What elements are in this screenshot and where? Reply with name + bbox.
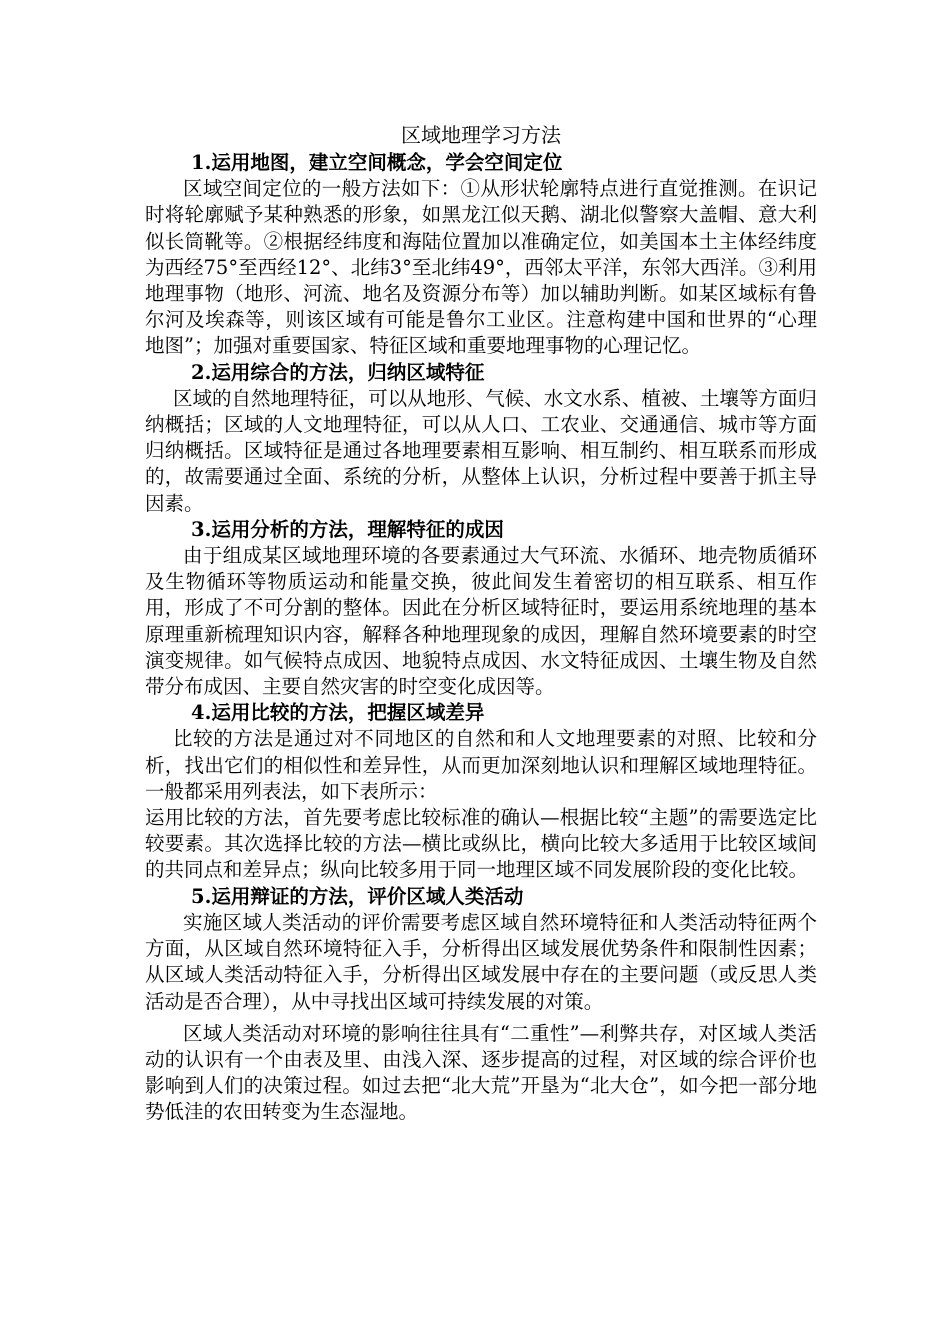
paragraph: 实施区域人类活动的评价需要考虑区域自然环境特征和人类活动特征两个方面，从区域自然环境特征入手，分析得出区域发展优势条件和限制性因素；从区域人类活动特征入手，分析得出区域发展中存在的主要问题（或反思人类活动是否合理），从中寻找出区域可持续发展的对策。 (145, 910, 817, 1013)
section-3 (145, 517, 817, 700)
section-heading: 3.运用分析的方法，理解特征的成因 (191, 517, 504, 541)
section-heading: 2.运用综合的方法，归纳区域特征 (191, 360, 485, 384)
paragraph: 运用比较的方法，首先要考虑比较标准的确认—根据比较“主题”的需要选定比较要素。其次选择比较的方法—横比或纵比，横向比较大多适用于比较区域间的共同点和差异点；纵向比较多用于同一地理区域不同发展阶段的变化比较。 (145, 806, 817, 882)
section-2 (145, 360, 817, 517)
paragraph: 比较的方法是通过对不同地区的自然和和人文地理要素的对照、比较和分析，找出它们的相似性和差异性，从而更加深刻地认识和理解区域地理特征。一般都采用列表法，如下表所示： (145, 727, 817, 803)
paragraph: 区域人类活动对环境的影响往往具有“二重性”—利弊共存，对区域人类活动的认识有一个由表及里、由浅入深、逐步提高的过程，对区域的综合评价也影响到人们的决策过程。如过去把“北大荒”开垦为“北大仓”，如今把一部分地势低洼的农田转变为生态湿地。 (145, 1021, 817, 1124)
document-page (145, 122, 817, 1126)
section-1 (145, 150, 817, 360)
paragraph: 区域空间定位的一般方法如下：①从形状轮廓特点进行直觉推测。在识记时将轮廓赋予某种熟悉的形象，如黑龙江似天鹅、湖北似警察大盖帽、意大利似长筒靴等。②根据经纬度和海陆位置加以准确定位，如美国本土主体经纬度为西经75°至西经12°、北纬3°至北纬49°，西邻太平洋，东邻大西洋。③利用地理事物（地形、河流、地名及资源分布等）加以辅助判断。如某区域标有鲁尔河及埃森等，则该区域有可能是鲁尔工业区。注意构建中国和世界的“心理地图”；加强对重要国家、特征区域和重要地理事物的心理记忆。 (145, 177, 817, 358)
section-heading: 1.运用地图，建立空间概念，学会空间定位 (191, 151, 563, 174)
document-title: 区域地理学习方法 (401, 123, 561, 147)
paragraph: 由于组成某区域地理环境的各要素通过大气环流、水循环、地壳物质循环及生物循环等物质运动和能量交换，彼此间发生着密切的相互联系、相互作用，形成了不可分割的整体。因此在分析区域特征时，要运用系统地理的基本原理重新梳理知识内容，解释各种地理现象的成因，理解自然环境要素的时空演变规律。如气候特点成因、地貌特点成因、水文特征成因、土壤生物及自然带分布成因、主要自然灾害的时空变化成因等。 (145, 544, 817, 699)
section-5 (145, 884, 817, 1126)
paragraph: 区域的自然地理特征，可以从地形、气候、水文水系、植被、土壤等方面归纳概括；区域的人文地理特征，可以从人口、工农业、交通通信、城市等方面归纳概括。区域特征是通过各地理要素相互影响、相互制约、相互联系而形成的，故需要通过全面、系统的分析，从整体上认识，分析过程中要善于抓主导因素。 (145, 386, 817, 515)
section-heading: 4.运用比较的方法，把握区域差异 (191, 701, 485, 725)
section-4 (145, 700, 817, 883)
section-heading: 5.运用辩证的方法，评价区域人类活动 (191, 884, 524, 908)
